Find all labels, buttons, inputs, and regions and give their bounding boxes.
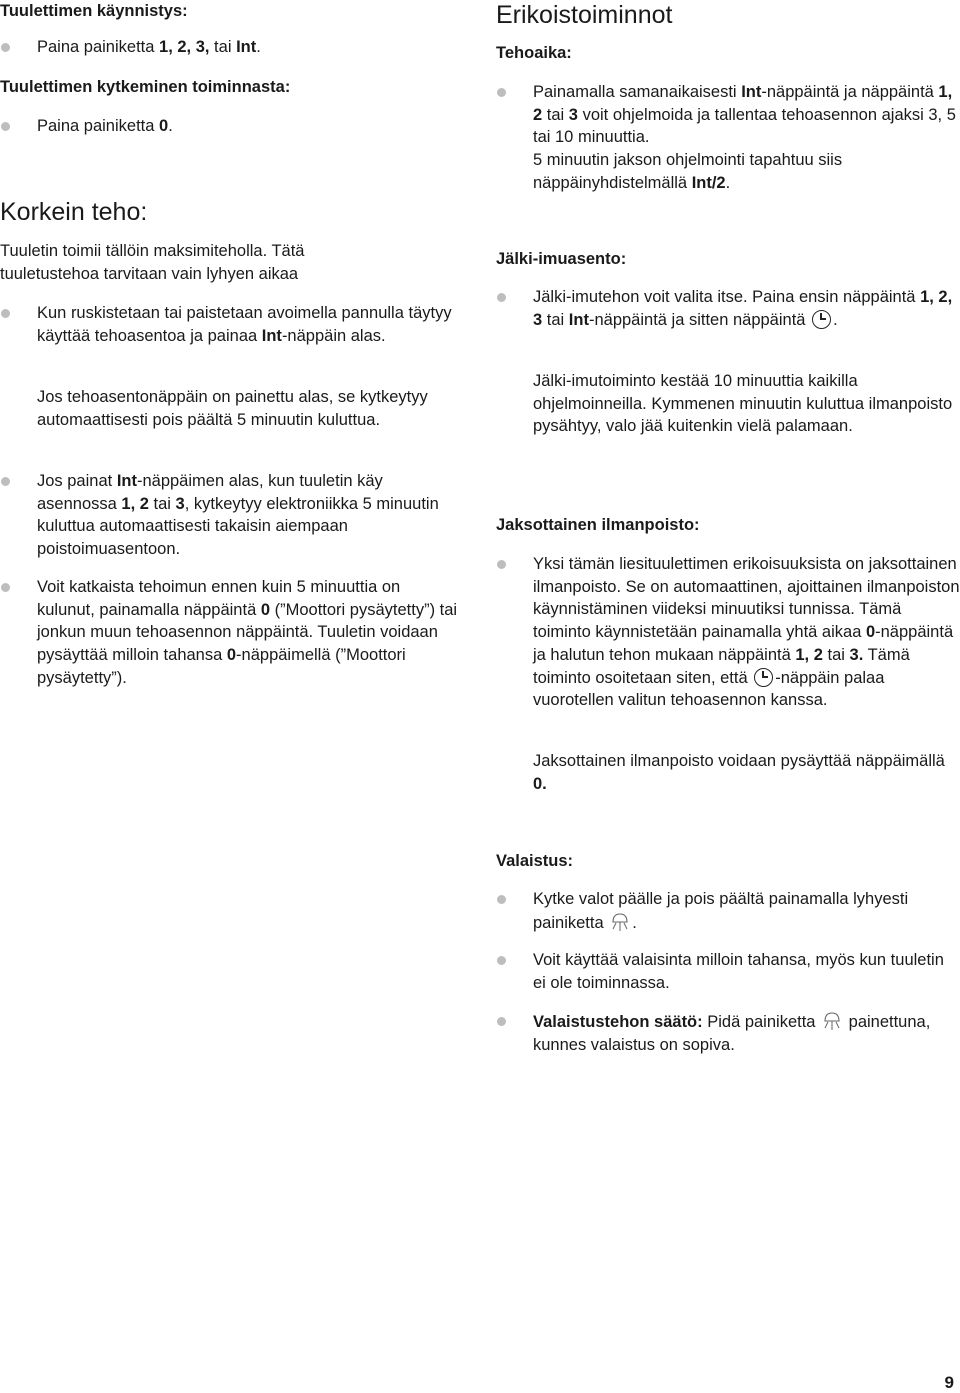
start-bullet: Paina painiketta 1, 2, 3, tai Int. <box>0 36 462 59</box>
lighting-bullet-3: Valaistustehon säätö: Pidä painiketta painettuna, kunnes valaistus on sopiva. <box>496 1010 960 1056</box>
bullet-dot-icon <box>497 1017 506 1026</box>
after-run-heading: Jälki-imuasento: <box>496 250 627 268</box>
page-number: 9 <box>944 1373 954 1392</box>
max-power-note: Jos tehoasentonäppäin on painettu alas, se kytkeytyy automaattisesti pois päältä 5 minuutin kuluttua. <box>37 388 428 429</box>
stop-bullet: Paina painiketta 0. <box>0 115 462 138</box>
bullet-dot-icon <box>1 583 10 592</box>
max-power-bullet-3: Voit katkaista tehoimun ennen kuin 5 minuuttia on kulunut, painamalla näppäintä 0 (”Moottori pysäytetty”) tai jonkun muun tehoasennon näppäintä. Tuuletin voidaan pysäyttää milloin tahansa 0-näppäimellä (”Moottori pysäytetty”). <box>0 576 462 690</box>
max-power-bullet-1: Kun ruskistetaan tai paistetaan avoimella pannulla täytyy käyttää tehoasentoa ja painaa Int-näppäin alas. <box>0 302 462 347</box>
lighting-bullet-1: Kytke valot päälle ja pois päältä painamalla lyhyesti painiketta . <box>496 888 960 934</box>
interval-note: Jaksottainen ilmanpoisto voidaan pysäyttää näppäimällä 0. <box>533 752 945 793</box>
stop-heading: Tuulettimen kytkeminen toiminnasta: <box>0 78 291 96</box>
boost-heading: Tehoaika: <box>496 44 572 62</box>
clock-icon <box>812 310 831 329</box>
bullet-dot-icon <box>497 293 506 302</box>
after-run-bullet: Jälki-imutehon voit valita itse. Paina ensin näppäintä 1, 2, 3 tai Int-näppäintä ja sitten näppäintä . <box>496 286 960 331</box>
special-functions-heading: Erikoistoiminnot <box>496 1 673 29</box>
bullet-dot-icon <box>497 956 506 965</box>
bullet-dot-icon <box>497 560 506 569</box>
boost-bullet: Painamalla samanaikaisesti Int-näppäintä ja näppäintä 1, 2 tai 3 voit ohjelmoida ja tallentaa tehoasennon ajaksi 3, 5 tai 10 minuuttia. <box>496 81 960 149</box>
lighting-heading: Valaistus: <box>496 852 574 870</box>
interval-heading: Jaksottainen ilmanpoisto: <box>496 516 700 534</box>
max-power-intro: Tuuletin toimii tällöin maksimiteholla. Tätä tuuletustehoa tarvitaan vain lyhyen aikaa <box>0 242 305 283</box>
lamp-icon <box>822 1010 842 1032</box>
max-power-bullet-2: Jos painat Int-näppäimen alas, kun tuuletin käy asennossa 1, 2 tai 3, kytkeytyy elektroniikka 5 minuutin kuluttua automaattisesti takaisin aiempaan poistoimuasentoon. <box>0 470 462 561</box>
bullet-dot-icon <box>1 477 10 486</box>
start-heading: Tuulettimen käynnistys: <box>0 2 188 20</box>
bullet-dot-icon <box>1 43 10 52</box>
bullet-dot-icon <box>1 309 10 318</box>
boost-note: 5 minuutin jakson ohjelmointi tapahtuu siis näppäinyhdistelmällä Int/2. <box>533 151 843 192</box>
lamp-icon <box>610 911 630 933</box>
bullet-dot-icon <box>1 122 10 131</box>
bullet-dot-icon <box>497 88 506 97</box>
after-run-note: Jälki-imutoiminto kestää 10 minuuttia kaikilla ohjelmoinneilla. Kymmenen minuutin kuluttua ilmanpoisto pysähtyy, valo jää kuitenkin vielä palamaan. <box>533 372 953 436</box>
interval-bullet: Yksi tämän liesituulettimen erikoisuuksista on jaksottainen ilmanpoisto. Se on automaattinen, ajoittainen ilmanpoiston käynnistäminen viideksi minuutiksi tunnissa. Tämä toiminto käynnistetään painamalla yhtä aikaa 0-näppäintä ja halutun tehon mukaan näppäintä 1, 2 tai 3. Tämä toiminto osoitetaan siten, että -näppäin palaa vuorotellen valitun tehoasennon kanssa. <box>496 553 960 712</box>
bullet-dot-icon <box>497 895 506 904</box>
clock-icon <box>754 668 773 687</box>
max-power-heading: Korkein teho: <box>0 198 148 226</box>
lighting-bullet-2: Voit käyttää valaisinta milloin tahansa, myös kun tuuletin ei ole toiminnassa. <box>496 949 960 994</box>
